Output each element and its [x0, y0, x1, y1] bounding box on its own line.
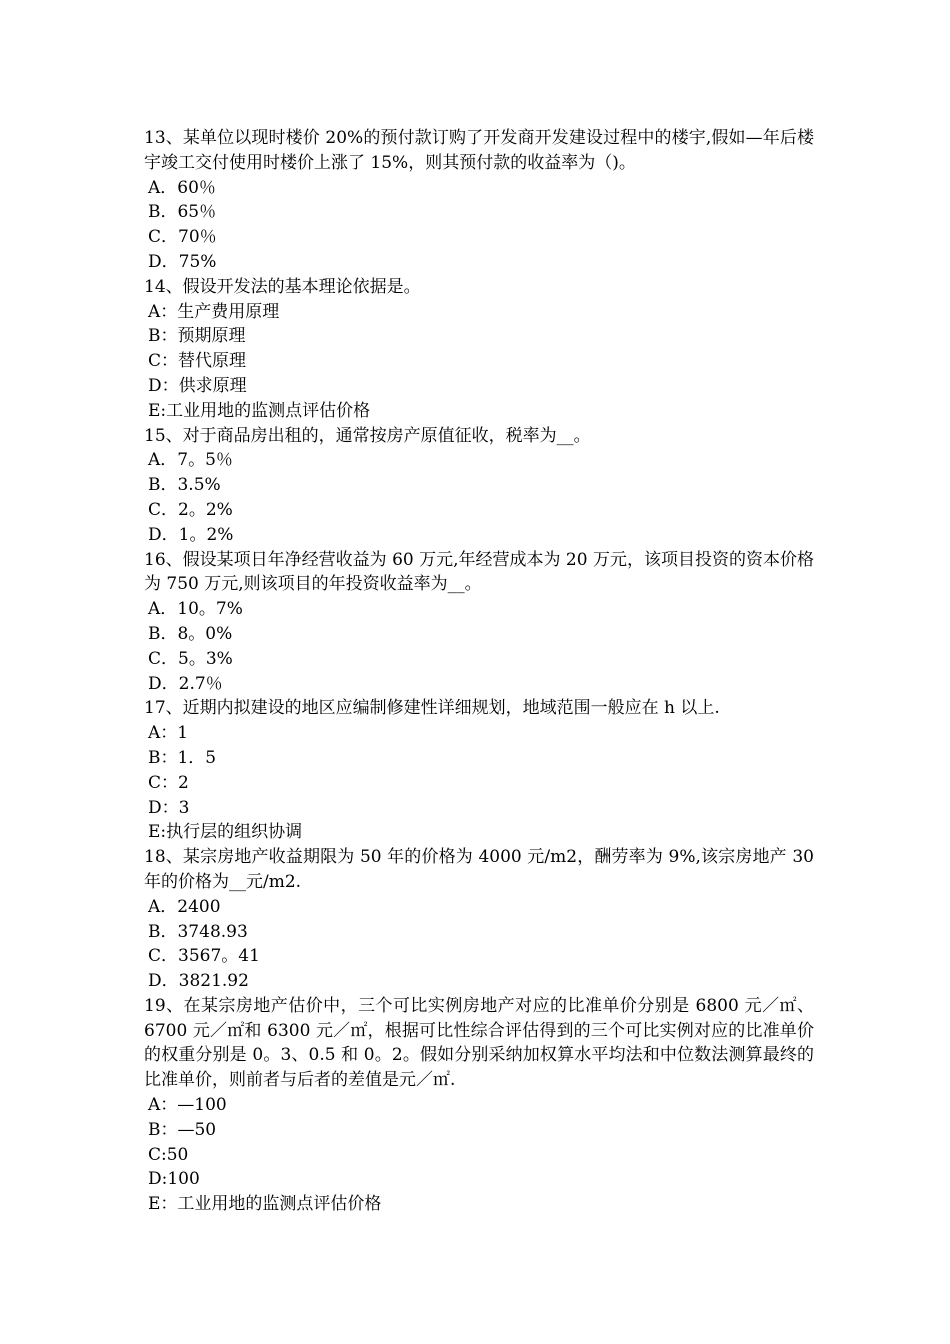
question-17	[144, 696, 814, 845]
question-15	[144, 424, 814, 548]
option-a: A．2400	[148, 896, 221, 917]
document-page	[144, 126, 814, 1217]
option-b: B：—50	[148, 1119, 217, 1140]
option-c: C：2	[148, 772, 189, 793]
option-d: D：供求原理	[148, 375, 247, 396]
option-a: A：生产费用原理	[148, 301, 280, 322]
option-a: A：—100	[148, 1095, 227, 1116]
question-16	[144, 548, 814, 697]
option-b: B．3748.93	[148, 921, 248, 942]
option-a: A：1	[148, 723, 189, 744]
option-b: B：1．5	[148, 747, 217, 768]
option-e: E:执行层的组织协调	[148, 822, 303, 843]
option-d: D．2.7％	[148, 673, 223, 694]
question-13	[144, 126, 814, 275]
option-d: D：3	[148, 797, 190, 818]
option-d: D:100	[148, 1169, 200, 1190]
option-d: D．1。2%	[148, 524, 234, 545]
option-e: E:工业用地的监测点评估价格	[148, 400, 371, 421]
option-a: A．60％	[148, 177, 216, 198]
option-c: C．2。2%	[148, 499, 233, 520]
question-stem: 18、某宗房地产收益期限为 50 年的价格为 4000 元/m2，酬劳率为 9%,该宗房地产 30 年的价格为__元/m2.	[144, 847, 814, 892]
option-c: C：替代原理	[148, 351, 247, 372]
option-c: C．5。3%	[148, 648, 233, 669]
option-b: B．65％	[148, 202, 217, 223]
question-18	[144, 845, 814, 994]
option-c: C:50	[148, 1144, 189, 1165]
option-a: A．7。5％	[148, 450, 233, 471]
option-e: E：工业用地的监测点评估价格	[148, 1194, 382, 1215]
question-stem: 17、近期内拟建设的地区应编制修建性详细规划，地域范围一般应在 h 以上.	[144, 698, 720, 719]
question-stem: 19、在某宗房地产估价中，三个可比实例房地产对应的比准单价分别是 6800 元／㎡、6700 元／㎡和 6300 元／㎡，根据可比性综合评估得到的三个可比实例对应的比准单价的权重分别是 0。3、0.5 和 0。2。假如分别采纳加权算水平均法和中位数法测算最终的比准单价，则前者与后者的差值是元／㎡.	[144, 995, 814, 1091]
question-14	[144, 275, 814, 424]
question-19	[144, 994, 814, 1217]
question-stem: 14、假设开发法的基本理论依据是。	[144, 276, 421, 297]
question-stem: 15、对于商品房出租的，通常按房产原值征收，税率为__。	[144, 425, 591, 446]
option-c: C．70％	[148, 227, 217, 248]
option-d: D．3821.92	[148, 971, 249, 992]
option-a: A．10。7%	[148, 599, 243, 620]
option-c: C．3567。41	[148, 946, 260, 967]
question-stem: 13、某单位以现时楼价 20%的预付款订购了开发商开发建设过程中的楼宇,假如—年后楼宇竣工交付使用时楼价上涨了 15%，则其预付款的收益率为（)。	[144, 128, 814, 173]
question-stem: 16、假设某项日年净经营收益为 60 万元,年经营成本为 20 万元，该项目投资的资本价格为 750 万元,则该项目的年投资收益率为__。	[144, 549, 814, 595]
option-b: B：预期原理	[148, 326, 246, 347]
option-b: B．3.5%	[148, 475, 221, 496]
option-b: B．8。0%	[148, 623, 233, 644]
option-d: D．75%	[148, 251, 217, 272]
